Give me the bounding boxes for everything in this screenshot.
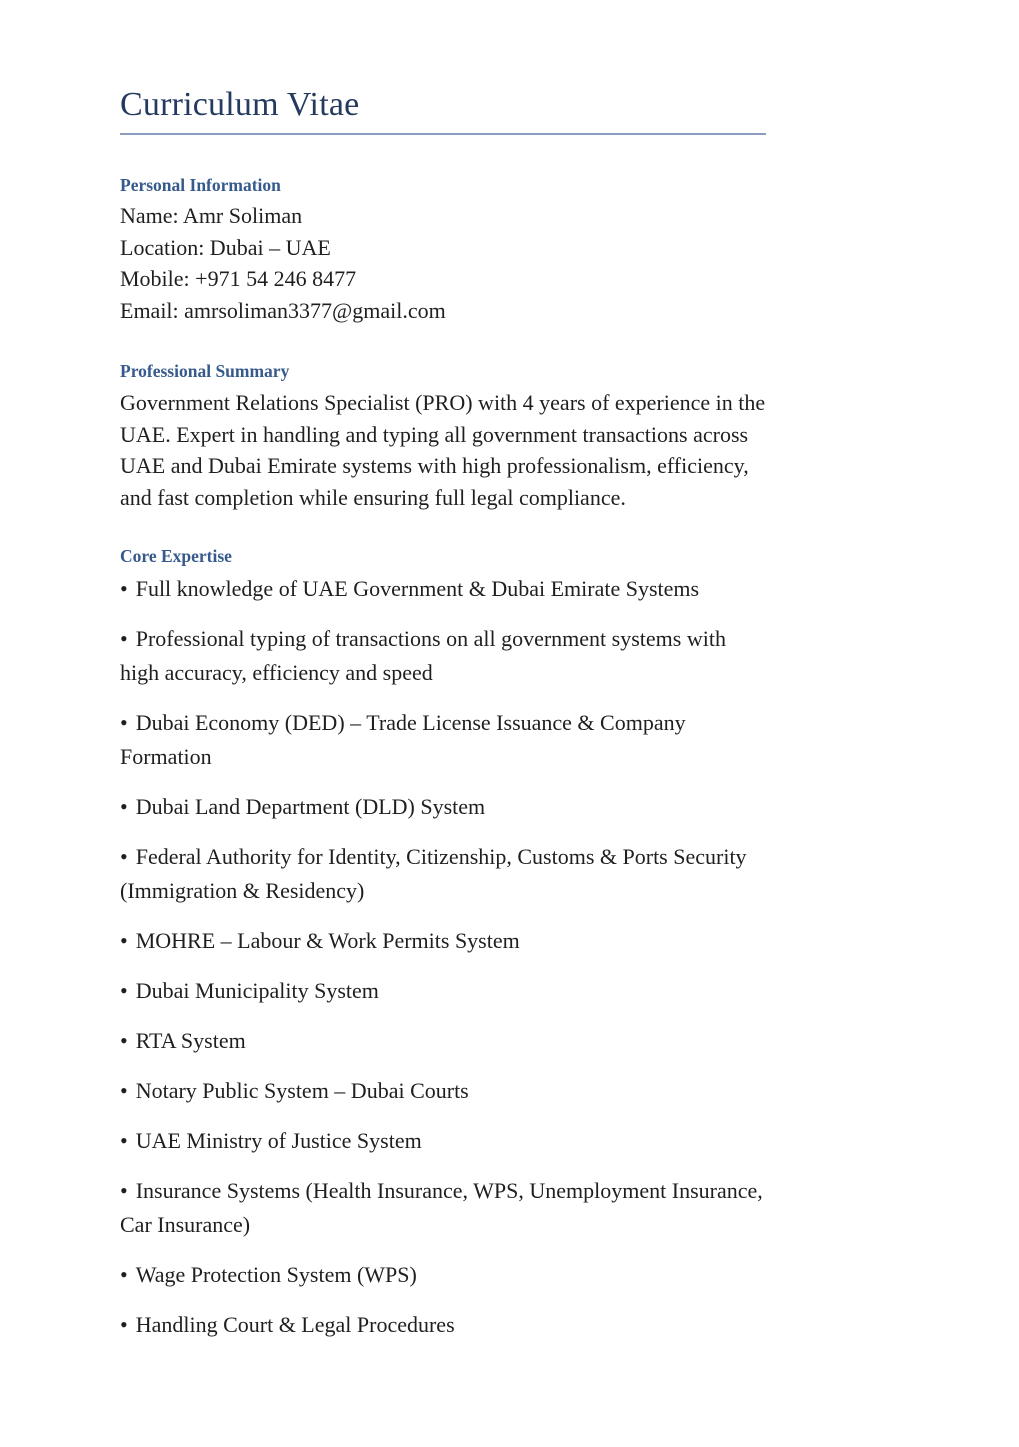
- core-expertise-heading: Core Expertise: [120, 546, 232, 567]
- personal-mobile-line: Mobile: +971 54 246 8477: [120, 266, 357, 292]
- expertise-item-text: UAE Ministry of Justice System: [135, 1128, 422, 1154]
- professional-summary-heading: Professional Summary: [120, 361, 290, 382]
- bullet-marker: •: [120, 794, 128, 820]
- expertise-item-text: Full knowledge of UAE Government & Dubai Emirate Systems: [135, 576, 700, 602]
- bullet-marker: •: [120, 576, 128, 602]
- expertise-item: [120, 1124, 766, 1158]
- bullet-marker: •: [120, 978, 128, 1004]
- bullet-marker: •: [120, 928, 128, 954]
- expertise-item: [120, 1258, 766, 1292]
- expertise-item-text: Wage Protection System (WPS): [135, 1262, 417, 1288]
- expertise-item: [120, 840, 766, 908]
- expertise-item: [120, 1024, 766, 1058]
- expertise-item: [120, 572, 766, 606]
- bullet-marker: •: [120, 710, 128, 736]
- personal-name-line: Name: Amr Soliman: [120, 203, 303, 229]
- document-title: Curriculum Vitae: [120, 0, 766, 135]
- expertise-item-text: Notary Public System – Dubai Courts: [135, 1078, 469, 1104]
- expertise-item-text: Dubai Land Department (DLD) System: [135, 794, 486, 820]
- expertise-item: [120, 924, 766, 958]
- expertise-item: [120, 706, 766, 774]
- expertise-item: [120, 622, 766, 690]
- bullet-marker: •: [120, 1262, 128, 1288]
- expertise-item: [120, 1074, 766, 1108]
- bullet-marker: •: [120, 1178, 128, 1204]
- expertise-item-text: Federal Authority for Identity, Citizenship, Customs & Ports Security (Immigration & Residency): [120, 844, 747, 904]
- bullet-marker: •: [120, 1128, 128, 1154]
- expertise-item-text: Insurance Systems (Health Insurance, WPS, Unemployment Insurance, Car Insurance): [120, 1178, 763, 1238]
- expertise-item: [120, 790, 766, 824]
- expertise-item-text: Dubai Municipality System: [135, 978, 379, 1004]
- bullet-marker: •: [120, 626, 128, 652]
- expertise-item-text: Dubai Economy (DED) – Trade License Issuance & Company Formation: [120, 710, 686, 770]
- professional-summary-text: Government Relations Specialist (PRO) with 4 years of experience in the UAE. Expert in handling and typing all government transactions across UAE and Dubai Emirate systems with high professionalism, efficiency, and fast completion while ensuring full legal compliance.: [120, 390, 766, 510]
- personal-email-line: Email: amrsoliman3377@gmail.com: [120, 297, 446, 323]
- personal-information-heading: Personal Information: [120, 175, 281, 196]
- expertise-item-text: Professional typing of transactions on all government systems with high accuracy, efficiency and speed: [120, 626, 726, 686]
- expertise-item-text: Handling Court & Legal Procedures: [135, 1312, 455, 1338]
- expertise-item: [120, 1174, 766, 1242]
- cv-document: [120, 0, 766, 1342]
- bullet-marker: •: [120, 844, 128, 870]
- bullet-marker: •: [120, 1078, 128, 1104]
- bullet-marker: •: [120, 1028, 128, 1054]
- expertise-item-text: RTA System: [135, 1028, 246, 1054]
- expertise-item: [120, 1308, 766, 1342]
- expertise-item-text: MOHRE – Labour & Work Permits System: [135, 928, 520, 954]
- personal-location-line: Location: Dubai – UAE: [120, 234, 331, 260]
- bullet-marker: •: [120, 1312, 128, 1338]
- expertise-item: [120, 974, 766, 1008]
